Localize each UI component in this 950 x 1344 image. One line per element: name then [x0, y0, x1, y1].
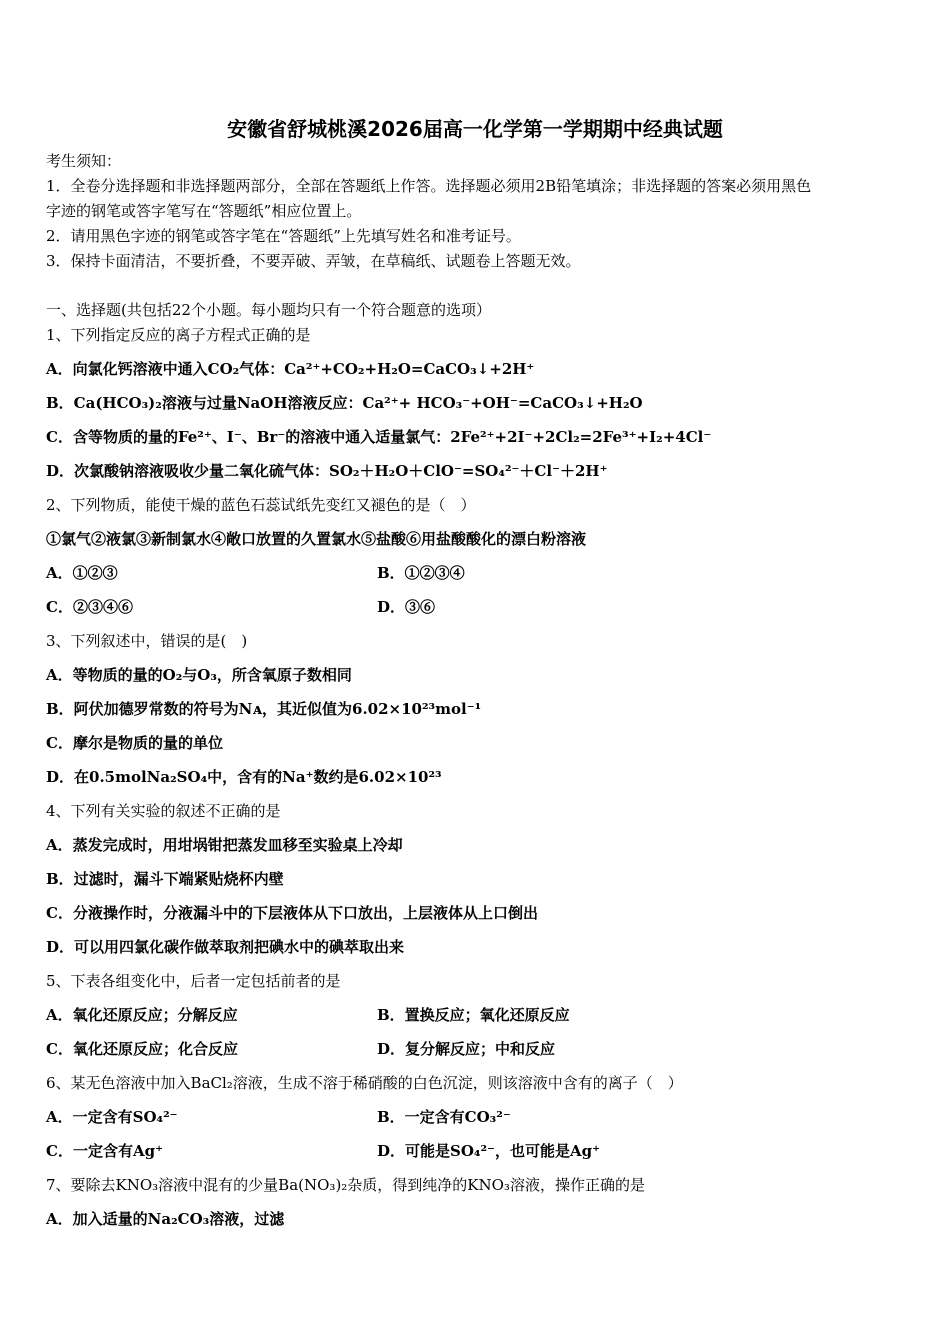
- q6-option-a: A．一定含有SO₄²⁻: [46, 1108, 178, 1126]
- q3-option-b: B．阿伏加德罗常数的符号为Nᴀ，其近似值为6.02×10²³mol⁻¹: [46, 700, 482, 718]
- q4-option-c: C．分液操作时，分液漏斗中的下层液体从下口放出，上层液体从上口倒出: [46, 904, 538, 922]
- q5-option-d: D．复分解反应；中和反应: [377, 1040, 556, 1058]
- question-4-stem: 4、下列有关实验的叙述不正确的是: [46, 802, 281, 820]
- notice-item: 字迹的钢笔或答字笔写在“答题纸”相应位置上。: [46, 202, 362, 220]
- q2-list: ①氯气②液氯③新制氯水④敞口放置的久置氯水⑤盐酸⑥用盐酸酸化的漂白粉溶液: [46, 530, 587, 548]
- q1-option-c: C．含等物质的量的Fe²⁺、I⁻、Br⁻的溶液中通入适量氯气：2Fe²⁺+2I⁻+2Cl₂=2Fe³⁺+I₂+4Cl⁻: [46, 428, 712, 446]
- q6-option-d: D．可能是SO₄²⁻，也可能是Ag⁺: [377, 1142, 601, 1160]
- question-1-stem: 1、下列指定反应的离子方程式正确的是: [46, 326, 311, 344]
- q5-option-a: A．氧化还原反应；分解反应: [46, 1006, 238, 1024]
- q4-option-b: B．过滤时，漏斗下端紧贴烧杯内壁: [46, 870, 284, 888]
- notice-item: 3．保持卡面清洁，不要折叠，不要弄破、弄皱，在草稿纸、试题卷上答题无效。: [46, 252, 581, 270]
- question-2-stem: 2、下列物质，能使干燥的蓝色石蕊试纸先变红又褪色的是（ ）: [46, 496, 476, 514]
- q5-option-b: B．置换反应；氧化还原反应: [377, 1006, 570, 1024]
- q6-option-b: B．一定含有CO₃²⁻: [377, 1108, 511, 1126]
- q1-option-b: B．Ca(HCO₃)₂溶液与过量NaOH溶液反应：Ca²⁺+ HCO₃⁻+OH⁻=CaCO₃↓+H₂O: [46, 394, 643, 412]
- question-6-stem: 6、某无色溶液中加入BaCl₂溶液，生成不溶于稀硝酸的白色沉淀，则该溶液中含有的离子（ ）: [46, 1074, 683, 1092]
- q3-option-a: A．等物质的量的O₂与O₃，所含氧原子数相同: [46, 666, 352, 684]
- page-title: 安徽省舒城桃溪2026届高一化学第一学期期中经典试题: [227, 117, 723, 141]
- q7-option-a: A．加入适量的Na₂CO₃溶液，过滤: [46, 1210, 285, 1228]
- question-5-stem: 5、下表各组变化中，后者一定包括前者的是: [46, 972, 341, 990]
- q2-option-a: A．①②③: [46, 564, 118, 582]
- q2-option-b: B．①②③④: [377, 564, 465, 582]
- q2-option-c: C．②③④⑥: [46, 598, 133, 616]
- q3-option-d: D．在0.5molNa₂SO₄中，含有的Na⁺数约是6.02×10²³: [46, 768, 442, 786]
- notice-item: 2．请用黑色字迹的钢笔或答字笔在“答题纸”上先填写姓名和准考证号。: [46, 227, 521, 245]
- q4-option-d: D．可以用四氯化碳作做萃取剂把碘水中的碘萃取出来: [46, 938, 405, 956]
- q2-option-d: D．③⑥: [377, 598, 436, 616]
- q1-option-d: D．次氯酸钠溶液吸收少量二氧化硫气体：SO₂＋H₂O＋ClO⁻=SO₄²⁻＋Cl⁻＋2H⁺: [46, 462, 608, 480]
- q6-option-c: C．一定含有Ag⁺: [46, 1142, 163, 1160]
- q5-option-c: C．氧化还原反应；化合反应: [46, 1040, 238, 1058]
- question-3-stem: 3、下列叙述中，错误的是( ): [46, 632, 248, 650]
- question-7-stem: 7、要除去KNO₃溶液中混有的少量Ba(NO₃)₂杂质，得到纯净的KNO₃溶液，操作正确的是: [46, 1176, 645, 1194]
- q3-option-c: C．摩尔是物质的量的单位: [46, 734, 223, 752]
- q1-option-a: A．向氯化钙溶液中通入CO₂气体：Ca²⁺+CO₂+H₂O=CaCO₃↓+2H⁺: [46, 360, 535, 378]
- notice-item: 1．全卷分选择题和非选择题两部分，全部在答题纸上作答。选择题必须用2B铅笔填涂；非选择题的答案必须用黑色: [46, 177, 812, 195]
- section-heading: 一、选择题(共包括22个小题。每小题均只有一个符合题意的选项）: [46, 301, 491, 319]
- notice-heading: 考生须知：: [46, 152, 122, 170]
- q4-option-a: A．蒸发完成时，用坩埚钳把蒸发皿移至实验桌上冷却: [46, 836, 403, 854]
